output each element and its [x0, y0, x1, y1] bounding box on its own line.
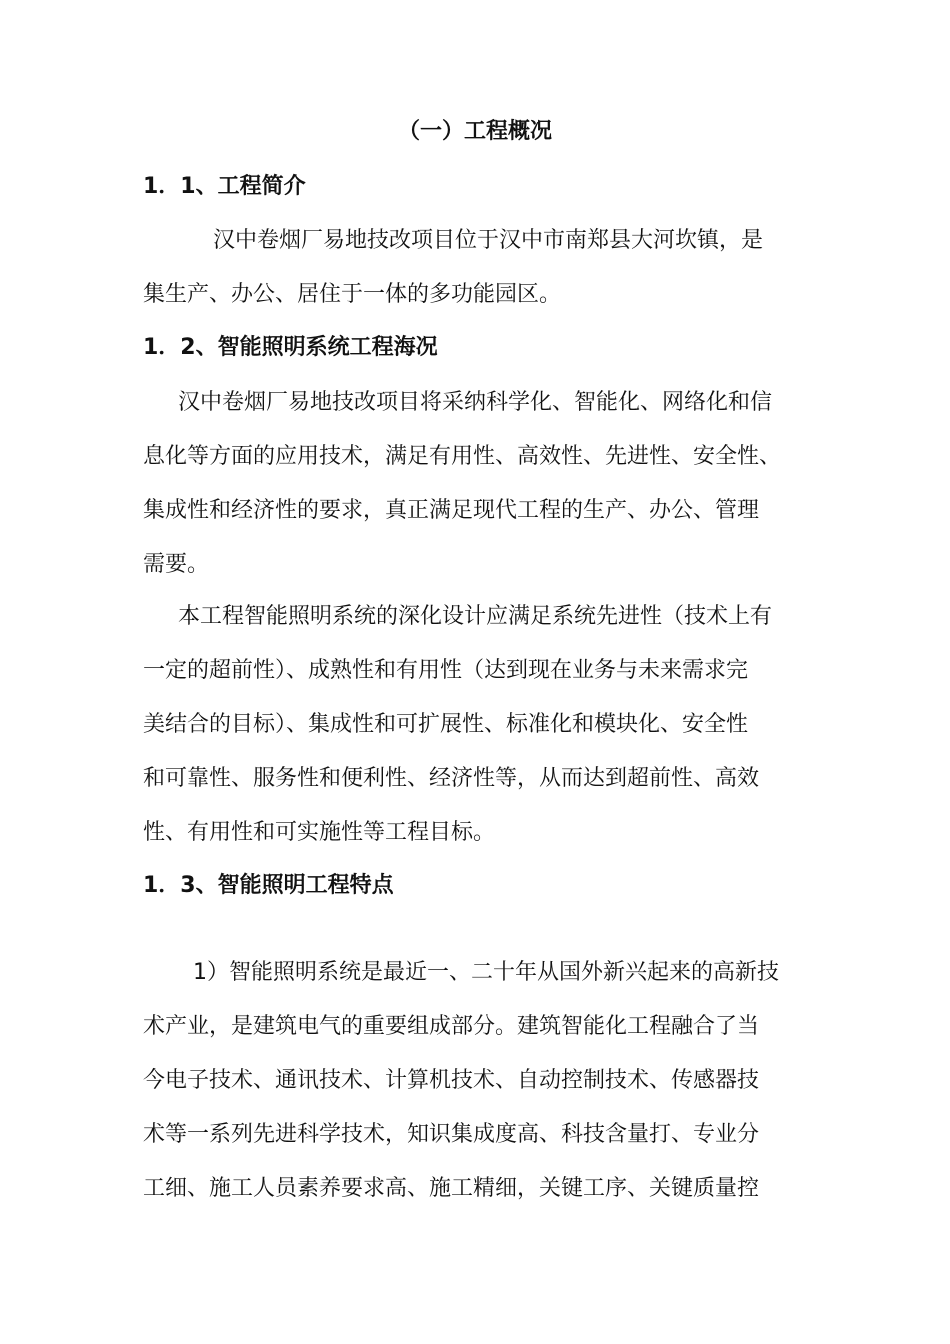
paragraph-line: 性、有用性和可实施性等工程目标。	[143, 820, 496, 845]
paragraph-line: 术等一系列先进科学技术，知识集成度高、科技含量打、专业分	[143, 1122, 760, 1147]
section-heading-1-1: 1．1、工程简介	[143, 174, 306, 199]
document-title: （一）工程概况	[397, 119, 552, 144]
paragraph-line: 需要。	[143, 552, 210, 577]
section-1-1-paragraph	[143, 214, 823, 322]
paragraph-line: 汉中卷烟厂易地技改项目位于汉中市南郑县大河坎镇，是	[213, 228, 764, 253]
paragraph-line: 今电子技术、通讯技术、计算机技术、自动控制技术、传感器技	[143, 1068, 760, 1093]
paragraph-line: 美结合的目标）、集成性和可扩展性、标准化和模块化、安全性	[143, 712, 749, 737]
paragraph-line: 一定的超前性）、成熟性和有用性（达到现在业务与未来需求完	[143, 658, 749, 683]
section-1-3-paragraph	[143, 946, 823, 1216]
paragraph-line: 汉中卷烟厂易地技改项目将采纳科学化、智能化、网络化和信	[178, 390, 773, 415]
paragraph-line: 本工程智能照明系统的深化设计应满足系统先进性（技术上有	[178, 604, 773, 629]
paragraph-line: 集成性和经济性的要求，真正满足现代工程的生产、办公、管理	[143, 498, 760, 523]
section-1-2-paragraph-1	[143, 376, 823, 592]
paragraph-line: 术产业，是建筑电气的重要组成部分。建筑智能化工程融合了当	[143, 1014, 760, 1039]
paragraph-line: 和可靠性、服务性和便利性、经济性等，从而达到超前性、高效	[143, 766, 760, 791]
paragraph-line: 工细、施工人员素养要求高、施工精细，关键工序、关键质量控	[143, 1176, 760, 1201]
paragraph-line: 集生产、办公、居住于一体的多功能园区。	[143, 282, 562, 307]
paragraph-line: 息化等方面的应用技术，满足有用性、高效性、先进性、安全性、	[143, 444, 782, 469]
section-heading-1-3: 1．3、智能照明工程特点	[143, 873, 394, 898]
section-heading-1-2: 1．2、智能照明系统工程海况	[143, 335, 438, 360]
paragraph-line: 1）智能照明系统是最近一、二十年从国外新兴起来的高新技	[193, 960, 779, 985]
section-1-2-paragraph-2	[143, 590, 823, 860]
